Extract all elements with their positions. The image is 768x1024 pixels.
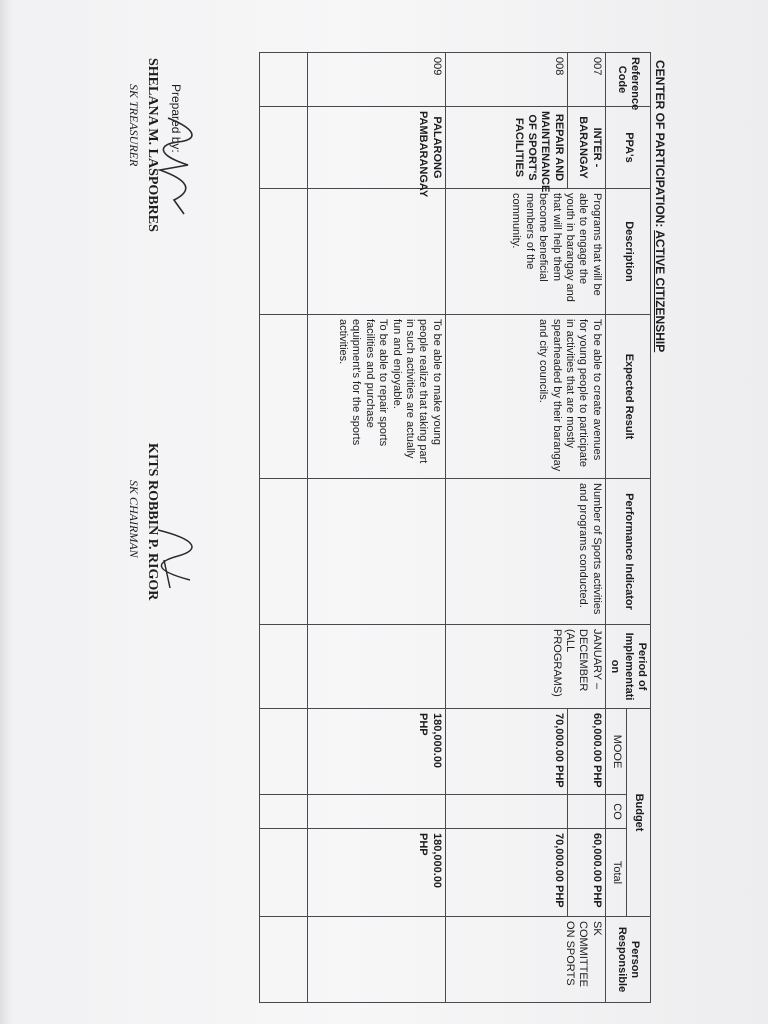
cell-code: 008 (445, 53, 567, 107)
cell-empty (259, 479, 307, 625)
cell-mooe: 70,000.00 PHP (445, 709, 567, 795)
cell-mooe: 60,000.00 PHP (567, 709, 605, 795)
cell-total: 180,000.00 PHP (307, 829, 445, 917)
cell-mooe: 180,000.00 PHP (307, 709, 445, 795)
cell-empty (259, 917, 307, 1003)
treasurer-name: SHELANA M. LASPOBRES (145, 58, 160, 232)
cell-empty (259, 315, 307, 479)
cell-ppa: INTER - BARANGAY (567, 107, 605, 189)
header-performance-indicator: Performance Indicator (605, 479, 650, 625)
cell-performance-indicator: Number of Sports activities and programs conducted. (445, 479, 605, 625)
cell-ppa: REPAIR AND MAINTENANCE OF SPORT'S FACILITIES (445, 107, 567, 189)
cell-empty (259, 107, 307, 189)
header-budget: Budget (627, 709, 651, 917)
table-row (567, 53, 605, 1003)
cell-empty (259, 709, 307, 795)
cell-expected-result: To be able to make young people realize that taking part in such activities are actually fun and enjoyable. To be able to repair sports facilities and purchase equipment's for the sports activities. (307, 315, 445, 479)
cell-expected-result: To be able to create avenues for young people to participate in activities that are mostly spearheaded by their barangay and city councils. (445, 315, 605, 479)
cell-description (307, 189, 445, 315)
cell-total: 70,000.00 PHP (445, 829, 567, 917)
cell-code: 007 (567, 53, 605, 107)
cell-co (445, 795, 567, 829)
title-subject: ACTIVE CITIZENSHIP (653, 230, 667, 353)
header-expected-result: Expected Result (605, 315, 650, 479)
title-prefix: CENTER OF PARTICIPATION: (653, 60, 667, 231)
cell-period: JANUARY – DECEMBER (ALL PROGRAMS) (445, 625, 605, 709)
table-row (307, 53, 445, 1003)
cell-co (307, 795, 445, 829)
cell-empty (259, 53, 307, 107)
cell-person-responsible (307, 917, 445, 1003)
header-mooe: MOOE (605, 709, 627, 795)
cell-empty (259, 829, 307, 917)
treasurer-title: SK TREASURER (127, 84, 141, 167)
cell-person-responsible: SK COMMITTEE ON SPORTS (445, 917, 605, 1003)
cell-performance-indicator (307, 479, 445, 625)
cell-description: Programs that will be able to engage the youth in barangay and that will help them become beneficial members of the community. (445, 189, 605, 315)
cell-empty (259, 189, 307, 315)
cell-empty (259, 795, 307, 829)
chairman-title: SK CHAIRMAN (127, 480, 141, 558)
cell-empty (259, 625, 307, 709)
cell-period (307, 625, 445, 709)
prepared-by-label: Prepared by: (169, 84, 183, 153)
header-ppas: PPA's (605, 107, 650, 189)
header-period: Period of Implementati on (605, 625, 650, 709)
header-description: Description (605, 189, 650, 315)
document-title (653, 60, 667, 352)
header-reference-code: Reference Code (605, 53, 650, 107)
header-total: Total (605, 829, 627, 917)
cell-total: 60,000.00 PHP (567, 829, 605, 917)
cell-code: 009 (307, 53, 445, 107)
header-row (627, 53, 651, 1003)
ppa-table (259, 52, 651, 1003)
header-person-responsible: Person Responsible (605, 917, 650, 1003)
chairman-name: KITS ROBBIN P. RIGOR (145, 443, 160, 601)
table-row (259, 53, 307, 1003)
cell-co (567, 795, 605, 829)
cell-ppa: PALARONG PAMBARANGAY (307, 107, 445, 189)
header-co: CO (605, 795, 627, 829)
